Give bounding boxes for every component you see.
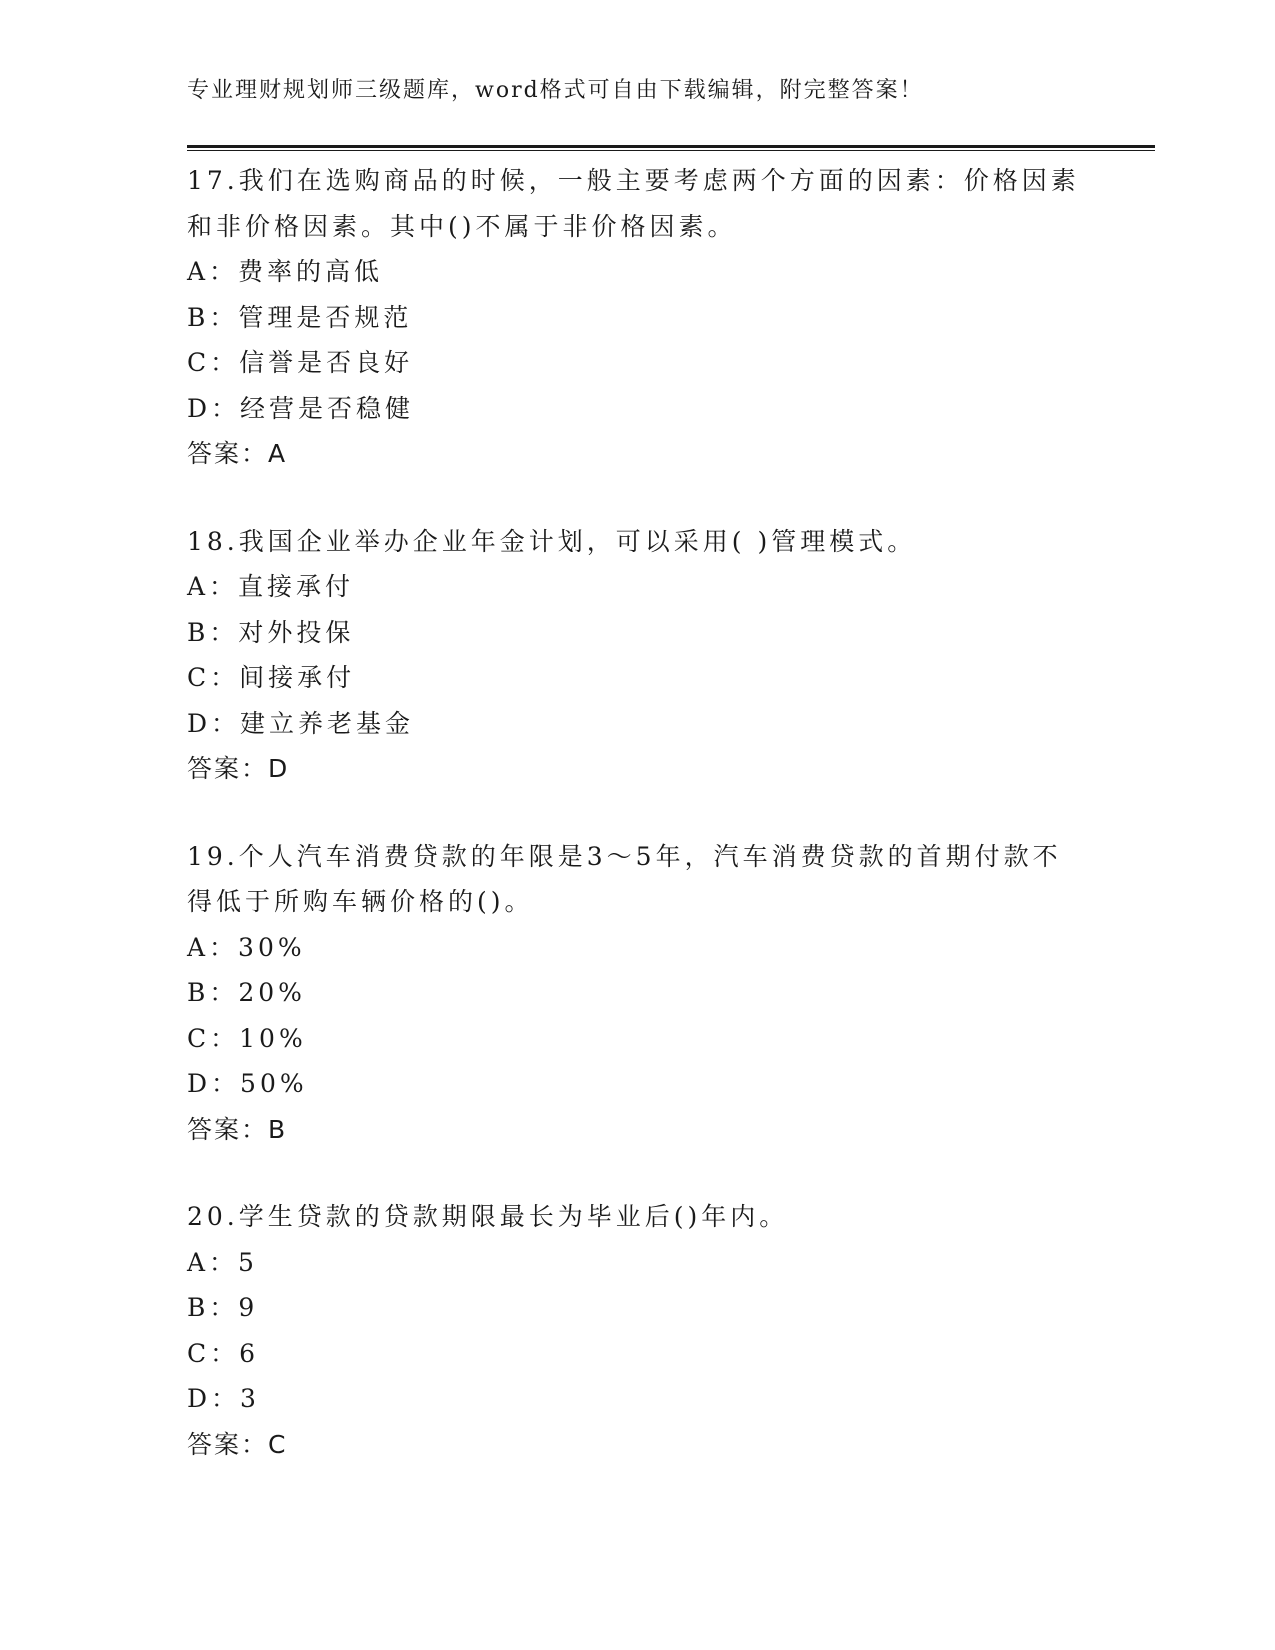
question-text-line: 17.我们在选购商品的时候，一般主要考虑两个方面的因素：价格因素 <box>187 166 1080 195</box>
question-20 <box>187 1194 1087 1467</box>
question-text-line: 得低于所购车辆价格的()。 <box>187 887 534 916</box>
page-header: 专业理财规划师三级题库，word格式可自由下载编辑，附完整答案！ <box>187 78 924 103</box>
option-a: A：30% <box>187 932 306 962</box>
option-c: C：信誉是否良好 <box>187 348 414 377</box>
option-d: D：50% <box>187 1069 308 1098</box>
answer-label: 答案：D <box>187 754 290 783</box>
question-list <box>187 158 1087 1467</box>
option-c: C：10% <box>187 1023 307 1053</box>
option-a: A：直接承付 <box>187 572 355 601</box>
option-b: B：管理是否规范 <box>187 302 413 332</box>
answer-label: 答案：C <box>187 1429 288 1459</box>
option-a: A：5 <box>187 1247 258 1277</box>
option-c: C：6 <box>187 1338 260 1368</box>
answer-label: 答案：A <box>187 439 288 468</box>
question-19 <box>187 834 1087 1153</box>
option-b: B：对外投保 <box>187 617 355 647</box>
question-text-line: 和非价格因素。其中()不属于非价格因素。 <box>187 211 737 241</box>
option-b: B：9 <box>187 1293 259 1322</box>
question-18 <box>187 519 1087 792</box>
option-d: D：3 <box>187 1384 260 1413</box>
option-c: C：间接承付 <box>187 663 356 692</box>
question-text-line: 18.我国企业举办企业年金计划，可以采用( )管理模式。 <box>187 526 917 556</box>
option-d: D：建立养老基金 <box>187 708 415 738</box>
option-a: A：费率的高低 <box>187 257 384 286</box>
option-b: B：20% <box>187 978 306 1007</box>
question-text-line: 20.学生贷款的贷款期限最长为毕业后()年内。 <box>187 1202 789 1231</box>
option-d: D：经营是否稳健 <box>187 393 415 423</box>
answer-label: 答案：B <box>187 1114 288 1144</box>
header-divider <box>187 145 1155 151</box>
question-text-line: 19.个人汽车消费贷款的年限是3～5年，汽车消费贷款的首期付款不 <box>187 841 1062 871</box>
question-17 <box>187 158 1087 477</box>
